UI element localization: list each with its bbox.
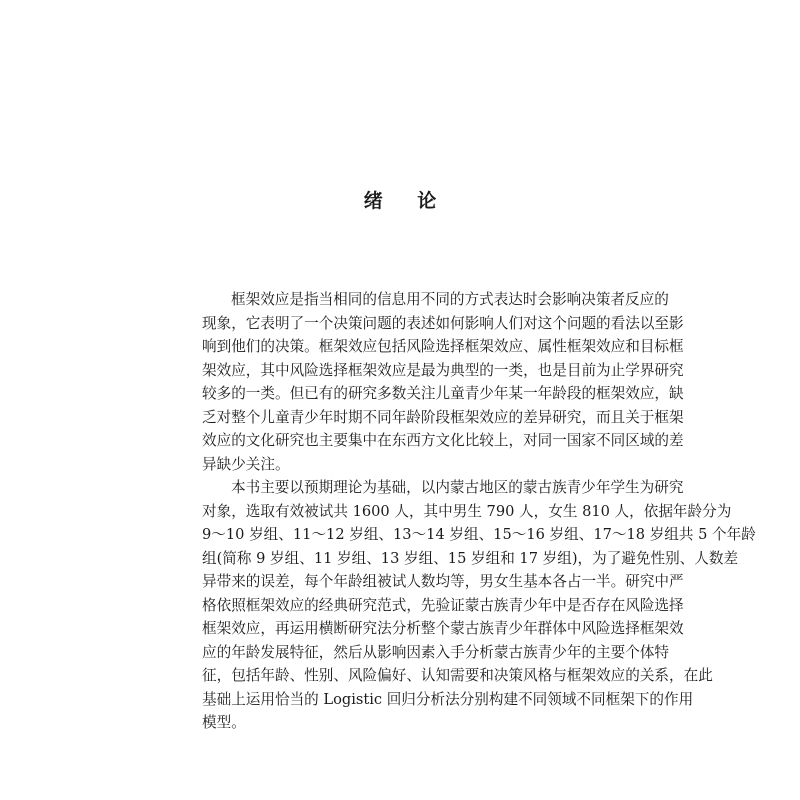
text-line: 异带来的误差，每个年龄组被试人数均等，男女生基本各占一半。研究中严 bbox=[202, 573, 684, 590]
text-line: 格依照框架效应的经典研究范式，先验证蒙古族青少年中是否存在风险选择 bbox=[202, 596, 684, 614]
text-line: 9～10 岁组、11～12 岁组、13～14 岁组、15～16 岁组、17～18 岁组共 5 个年龄 bbox=[202, 526, 756, 543]
text-line: 模型。 bbox=[202, 714, 246, 731]
text-line: 应的年龄发展特征，然后从影响因素入手分析蒙古族青少年的主要个体特 bbox=[202, 643, 670, 661]
text-line: 异缺少关注。 bbox=[202, 455, 290, 473]
text-line: 基础上运用恰当的 Logistic 回归分析法分别构建不同领域不同框架下的作用 bbox=[202, 690, 694, 708]
text-line: 组(简称 9 岁组、11 岁组、13 岁组、15 岁组和 17 岁组)，为了避免性别、人数差 bbox=[202, 549, 739, 567]
text-line: 征，包括年龄、性别、风险偏好、认知需要和决策风格与框架效应的关系，在此 bbox=[202, 667, 713, 684]
chapter-title: 绪 论 bbox=[363, 190, 451, 212]
text-line: 框架效应，再运用横断研究法分析整个蒙古族青少年群体中风险选择框架效 bbox=[202, 620, 684, 637]
text-line: 乏对整个儿童青少年时期不同年龄阶段框架效应的差异研究，而且关于框架 bbox=[202, 408, 684, 426]
text-line: 对象，选取有效被试共 1600 人，其中男生 790 人，女生 810 人，依据年龄分为 bbox=[202, 502, 732, 520]
text-line: 较多的一类。但已有的研究多数关注儿童青少年某一年龄段的框架效应，缺 bbox=[202, 385, 684, 402]
text-line: 现象，它表明了一个决策问题的表述如何影响人们对这个问题的看法以至影 bbox=[202, 314, 684, 332]
body-text bbox=[202, 288, 756, 735]
text-line: 响到他们的决策。框架效应包括风险选择框架效应、属性框架效应和目标框 bbox=[202, 338, 684, 355]
text-line: 架效应，其中风险选择框架效应是最为典型的一类，也是目前为止学界研究 bbox=[202, 361, 684, 379]
text-line: 效应的文化研究也主要集中在东西方文化比较上，对同一国家不同区域的差 bbox=[202, 432, 684, 449]
text-line: 框架效应是指当相同的信息用不同的方式表达时会影响决策者反应的 bbox=[231, 291, 669, 308]
paragraph-1 bbox=[202, 288, 684, 476]
paragraph-2 bbox=[202, 476, 756, 735]
text-line: 本书主要以预期理论为基础，以内蒙古地区的蒙古族青少年学生为研究 bbox=[231, 479, 684, 496]
